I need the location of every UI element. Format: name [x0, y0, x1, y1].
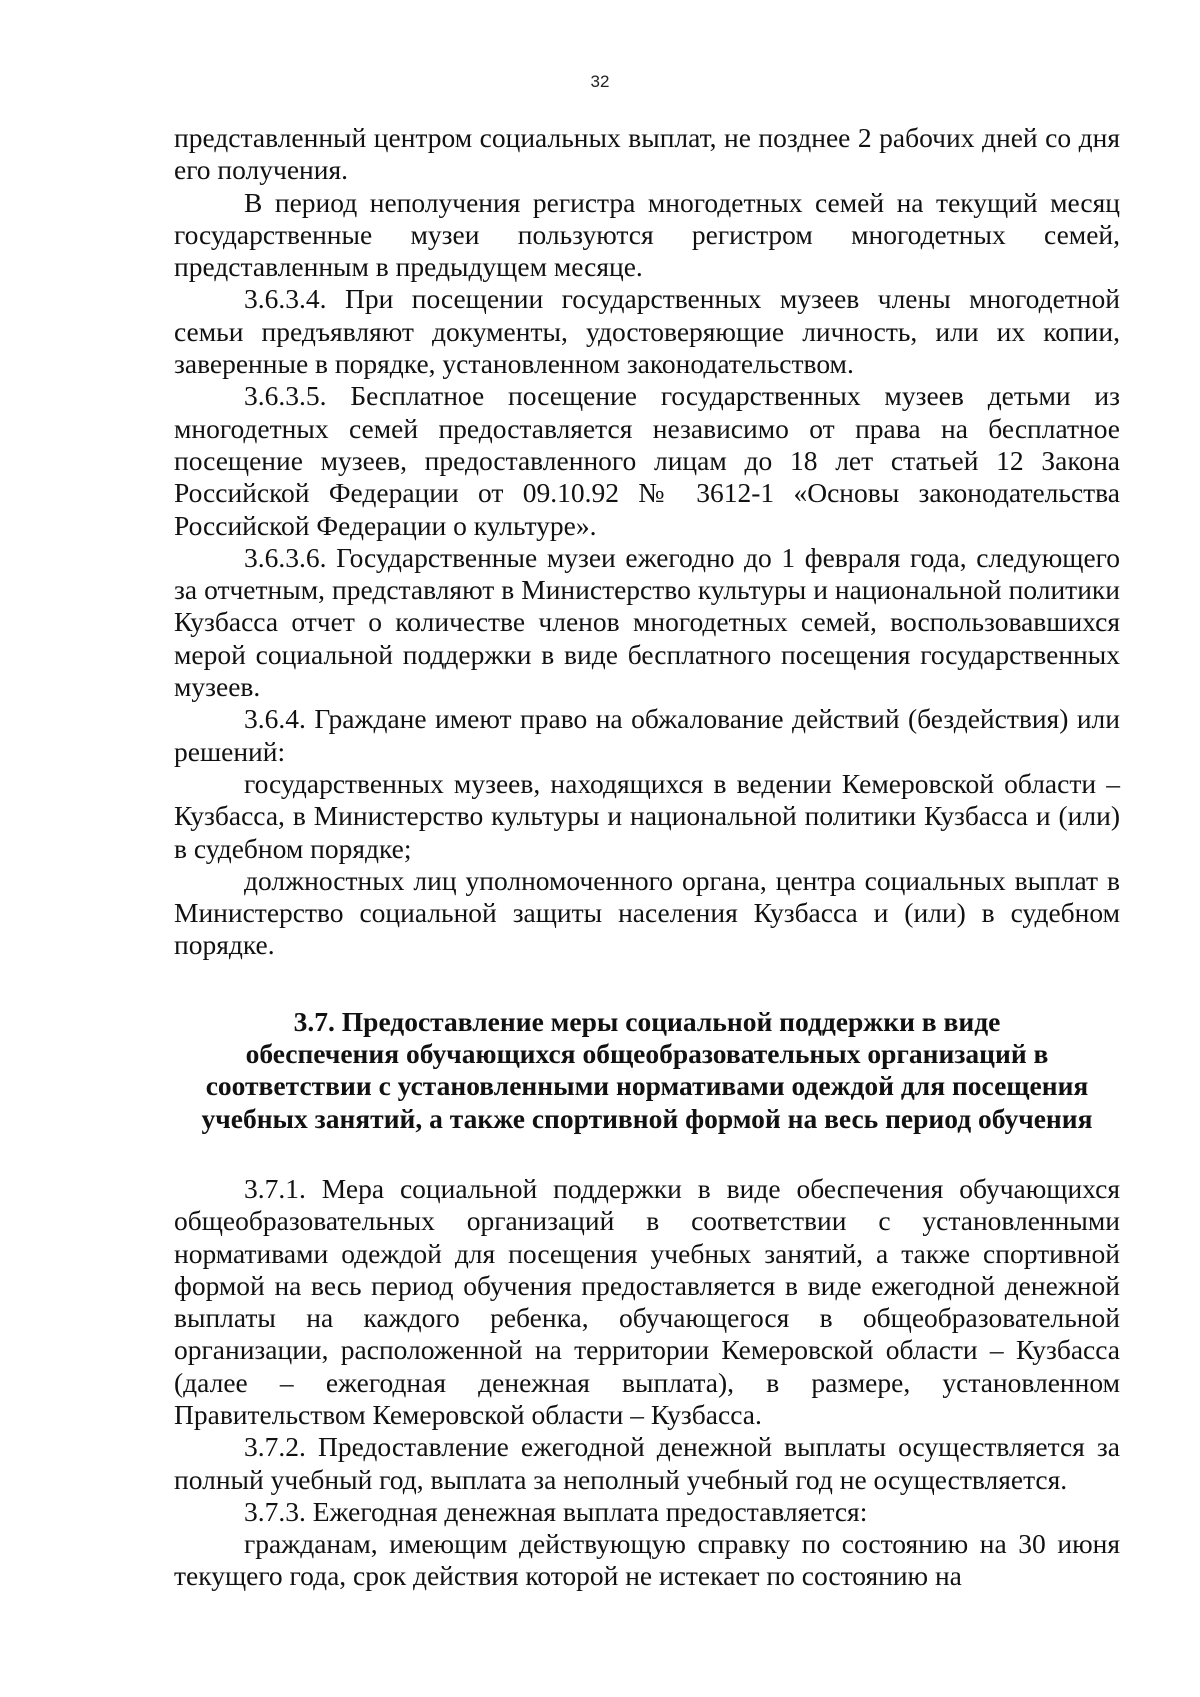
- paragraph: должностных лиц уполномоченного органа, центра социальных выплат в Министерство социальной защиты населения Кузбасса и (или) в судебном порядке.: [174, 864, 1120, 961]
- paragraph: 3.6.3.5. Бесплатное посещение государственных музеев детьми из многодетных семей предоставляется независимо от права на бесплатное посещение музеев, предоставленного лицам до 18 лет статьей 12 Закона Российской Федерации от 09.10.92 № 3612-1 «Основы законодательства Российской Федерации о культуре».: [174, 380, 1120, 541]
- paragraph: 3.7.1. Мера социальной поддержки в виде обеспечения обучающихся общеобразовательных организаций в соответствии с установленными нормативами одеждой для посещения учебных занятий, а также спортивной формой на весь период обучения предоставляется в виде ежегодной денежной выплаты на каждого ребенка, обучающегося в общеобразовательной организации, расположенной на территории Кемеровской области – Кузбасса (далее – ежегодная денежная выплата), в размере, установленном Правительством Кемеровской области – Кузбасса.: [174, 1172, 1120, 1430]
- section-heading-line: учебных занятий, а также спортивной формой на весь период обучения: [201, 1102, 1093, 1134]
- paragraph: 3.7.2. Предоставление ежегодной денежной выплаты осуществляется за полный учебный год, выплата за неполный учебный год не осуществляется.: [174, 1431, 1120, 1495]
- paragraph: 3.7.3. Ежегодная денежная выплата предоставляется:: [244, 1495, 868, 1527]
- paragraph: 3.6.3.4. При посещении государственных музеев члены многодетной семьи предъявляют документы, удостоверяющие личность, или их копии, заверенные в порядке, установленном законодательством.: [174, 283, 1120, 380]
- paragraph: представленный центром социальных выплат, не позднее 2 рабочих дней со дня его получения.: [174, 122, 1120, 186]
- page-number: 32: [590, 72, 610, 91]
- section-heading-line: соответствии с установленными нормативами одеждой для посещения: [205, 1070, 1089, 1102]
- section-heading-line: 3.7. Предоставление меры социальной поддержки в виде: [293, 1005, 1001, 1037]
- section-heading-line: обеспечения обучающихся общеобразовательных организаций в: [245, 1038, 1049, 1070]
- paragraph: государственных музеев, находящихся в ведении Кемеровской области – Кузбасса, в Министерство культуры и национальной политики Кузбасса и (или) в судебном порядке;: [174, 767, 1120, 864]
- section-heading: [174, 1006, 1120, 1135]
- paragraphs-before-section: [174, 122, 1120, 962]
- document-body: [174, 122, 1120, 1593]
- paragraphs-after-section: [174, 1173, 1120, 1593]
- paragraph: 3.6.3.6. Государственные музеи ежегодно до 1 февраля года, следующего за отчетным, представляют в Министерство культуры и национальной политики Кузбасса отчет о количестве членов многодетных семей, воспользовавшихся мерой социальной поддержки в виде бесплатного посещения государственных музеев.: [174, 541, 1120, 703]
- paragraph: В период неполучения регистра многодетных семей на текущий месяц государственные музеи пользуются регистром многодетных семей, представленным в предыдущем месяце.: [174, 186, 1120, 283]
- paragraph: 3.6.4. Граждане имеют право на обжалование действий (бездействия) или решений:: [174, 703, 1120, 767]
- paragraph: гражданам, имеющим действующую справку по состоянию на 30 июня текущего года, срок действия которой не истекает по состоянию на: [174, 1528, 1120, 1592]
